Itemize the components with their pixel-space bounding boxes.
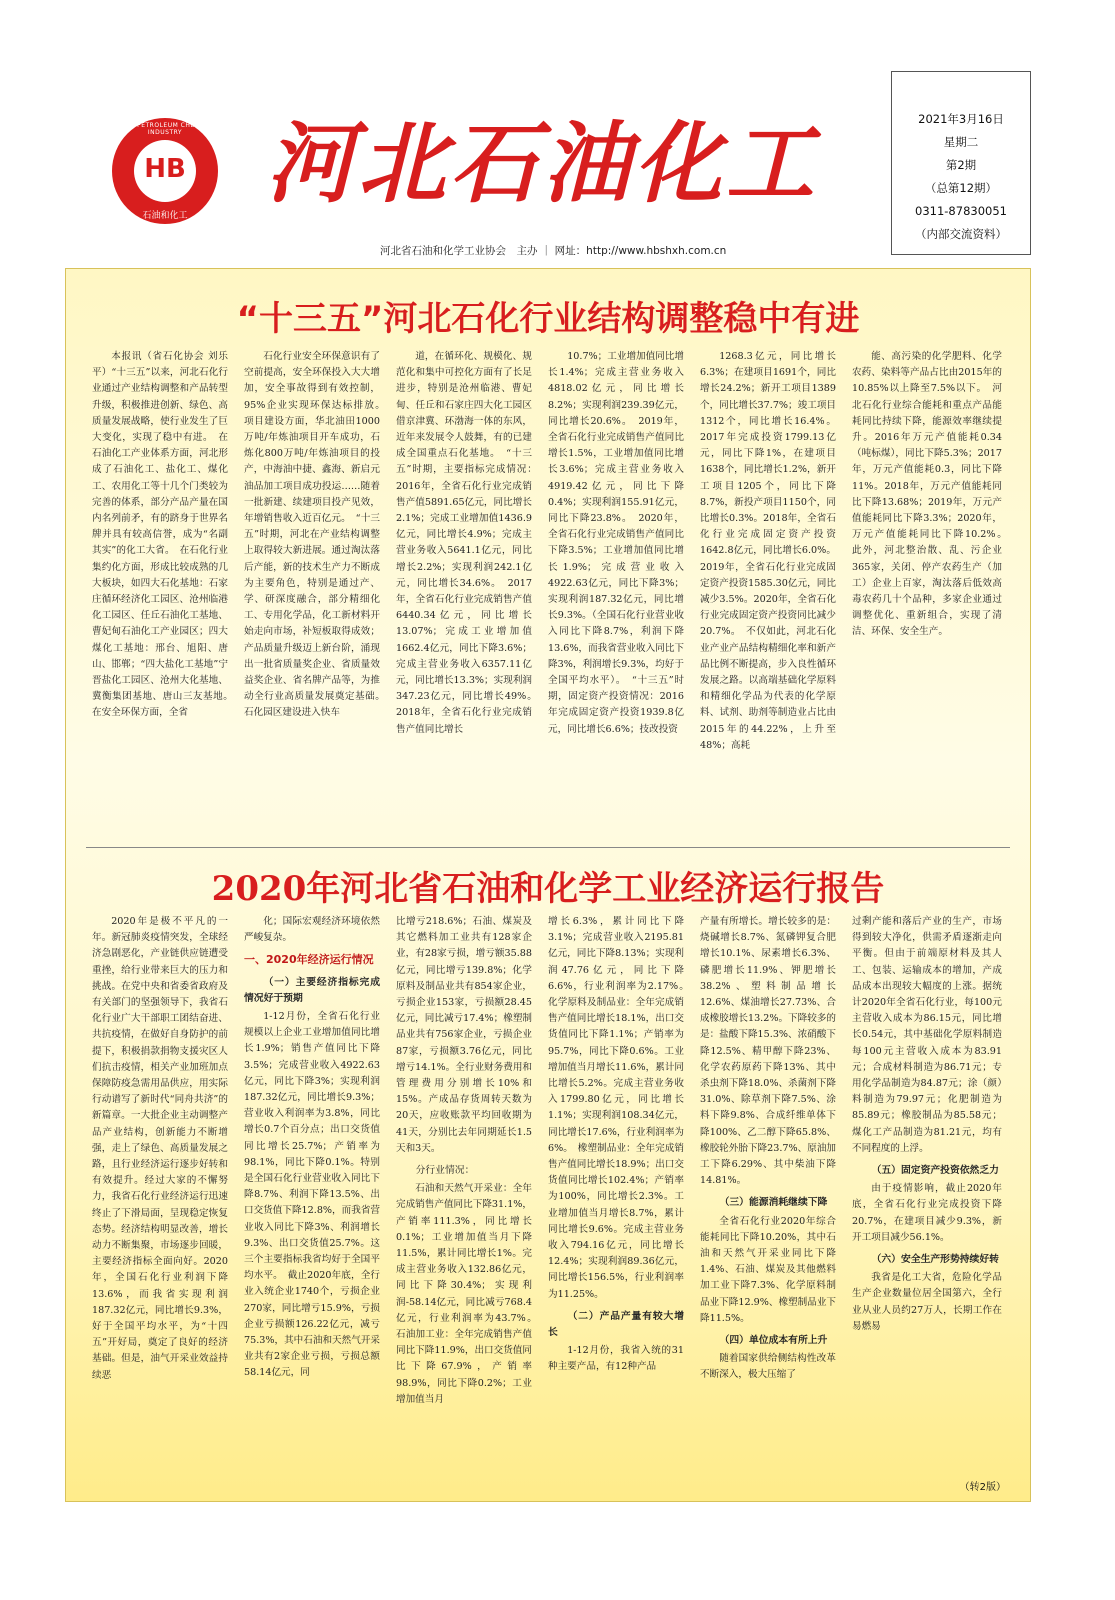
- issue-info-box: [891, 71, 1031, 255]
- logo-text: HB: [144, 154, 186, 184]
- newspaper-title: 河北石油化工: [266, 111, 819, 215]
- issue-phone: 0311-87830051: [915, 204, 1007, 218]
- article1-headline: “十三五”河北石化行业结构调整稳中有进: [236, 299, 860, 339]
- masthead: [0, 0, 1115, 270]
- subheading-3: （三）能源消耗继续下降: [719, 1197, 828, 1209]
- subheading-1: （一）主要经济指标完成情况好于预期: [244, 976, 380, 1004]
- logo-ring-en: HEBEI PETROLEUM CHEMICAL INDUSTRY: [114, 122, 216, 136]
- article2-column-2: 化；国际宏观经济环境依然严峻复杂。 一、2020年经济运行情况 （一）主要经济指标完成情况好于预期 1-12月份，全省石化行业规模以上企业工业增加值同比增长1.9%；销售产值同比下降3.5%；完成营业收入4922.63亿元，同比下降3%；实现利润187.32亿元，同比增长9.3%；营业收入利润率为3.8%，同比增长0.7个百分点；出口交货值同比增长25.7%；产销率为98.1%，同比下降0.1%。特别是全国石化行业营业收入同比下降8.7%、利润下降13.5%、出口交货值下降12.8%，而我省营业收入同比下降3%、利润增长9.3%、出口交货值25.7%。这三个主要指标我省均好于全国平均水平。 截止2020年底，全行业入统企业1740个，亏损企业270家，同比增亏15.9%，亏损企业亏损额126.22亿元，减亏75.3%，其中石油和天然气开采业共有2家企业亏损，亏损总额58.14亿元，同: [244, 916, 381, 1379]
- issue-note: （内部交流资料）: [915, 227, 1007, 241]
- issue-weekday: 星期二: [943, 135, 979, 149]
- hb-logo: [112, 118, 218, 224]
- article1-column-4: 10.7%；工业增加值同比增长1.4%；完成主营业务收入4818.02亿元，同比增长8.2%；实现利润239.39亿元，同比增长20.6%。 2019年，全省石化行业完成销售产值同比增长1.5%，工业增加值同比增长3.6%；完成主营业务收入4919.42亿元，同比下降0.4%；实现利润155.91亿元，同比下降23.8%。 2020年，全省石化行业完成销售产值同比下降3.5%；工业增加值同比增长1.9%；完成营业收入4922.63亿元，同比下降3%；实现利润187.32亿元，同比增长9.3%。（全国石化行业营业收入同比下降8.7%，利润下降13.6%，而我省营业收入同比下降3%，利润增长9.3%，均好于全国平均水平）。 “十三五”时期，固定资产投资情况：2016年完成固定资产投资1939.8亿元，同比增长6.6%；技改投资: [548, 351, 685, 735]
- continued-note: （转2版）: [959, 1482, 1006, 1493]
- article2-column-1: 2020年是极不平凡的一年。新冠肺炎疫情突发，全球经济急剧恶化，产业链供应链遭受重挫，给行业带来巨大的压力和挑战。在党中央和省委省政府及有关部门的坚强领导下，我省石化行业广大干部职工团结奋进、共抗疫情，在做好自身防护的前提下，积极捐款捐物支援灾区人们抗击疫情，相关产业加班加点保障防疫急需用品供应，用实际行动谱写了新时代“同舟共济”的新篇章。一大批企业主动调整产品产业结构，创新能力不断增强，走上了绿色、高质量发展之路，且行业经济运行逐步好转和有效提升。经过大家的不懈努力，我省石化行业经济运行迅速终止了下滑局面，呈现稳定恢复态势。经济结构明显改善，增长动力不断集聚，市场逐步回暖，主要经济指标全面向好。2020年，全国石化行业利润下降13.6%，而我省实现利润187.32亿元，同比增长9.3%，好于全国平均水平，为“十四五”开好局，奠定了良好的经济基础。但是，油气开采业效益持续恶: [92, 916, 228, 1381]
- article1-column-3: 道，在循环化、规模化、规范化和集中可控化方面有了长足进步，特别是沧州临港、曹妃甸、任丘和石家庄四大化工园区借京津冀、环渤海一体的东风，近年来发展令人鼓舞，有的已建成全国重点石化基地。 “十三五”时期，主要指标完成情况： 2016年，全省石化行业完成销售产值5891.65亿元，同比增长2.1%；完成工业增加值1436.9亿元，同比增长4.9%；完成主营业务收入5641.1亿元，同比增长2.2%；实现利润242.1亿元，同比增长34.6%。 2017年，全省石化行业完成销售产值6440.34亿元，同比增长13.07%；完成工业增加值1662.4亿元，同比下降3.6%；完成主营业务收入6357.11亿元，同比增长13.3%；实现利润347.23亿元，同比增长49%。 2018年，全省石化行业完成销售产值同比增长: [396, 351, 542, 735]
- article1-column-6: 能、高污染的化学肥料、化学农药、染料等产品占比由2015年的10.85%以上降至7.5%以下。 河北石化行业综合能耗和重点产品能耗同比持续下降，能源效率继续提升。2016年万元产值能耗0.34（吨标煤），同比下降5.3%；2017年，万元产值能耗0.3，同比下降11%。2018年，万元产值能耗同比下降13.68%；2019年，万元产值能耗同比下降3.3%；2020年，万元产值能耗同比下降10.2%。 此外，河北整治散、乱、污企业365家，关闭、停产农药生产（加工）企业上百家，淘汰落后低效高毒农药几十个品种，多家企业通过调整优化、重新组合，实现了清洁、环保、安全生产。: [852, 351, 1012, 638]
- issue-total: （总第12期）: [924, 181, 998, 195]
- article1-column-1: 本报讯（省石化协会 刘乐平）“十三五”以来，河北石化行业通过产业结构调整和产品转型升级，积极推进创新、绿色、高质量发展战略，使行业发生了巨大变化，实现了稳中有进。 在石油化工产业体系方面，河北形成了石油化工、盐化工、煤化工、农用化工等十几个门类较为完善的体系，部分产品产量在国内名列前矛，有的跻身于世界名牌并具有较高信誉，成为“名副其实”的化工大省。 在石化行业集约化方面，形成比较成熟的几大板块，如四大石化基地：石家庄循环经济化工园区、沧州临港化工园区、任丘石油化工基地、曹妃甸石油化工产业园区；四大煤化工基地：邢台、旭阳、唐山、邯郸；“四大盐化工基地”宁晋盐化工园区、沧州大化基地、冀衡集团基地、唐山三友基地。 在安全环保方面，全省: [92, 351, 238, 719]
- logo-ring-cn: 石油和化工: [142, 211, 188, 221]
- subheading-6: （六）安全生产形势持续好转: [871, 1254, 999, 1266]
- issue-number: 第2期: [945, 158, 977, 172]
- subheading-2: （二）产品产量有较大增长: [548, 1310, 684, 1339]
- article2-headline: 2020年河北省石油和化学工业经济运行报告: [211, 869, 885, 909]
- article1-column-2: 石化行业安全环保意识有了空前提高，安全环保投入大大增加，安全事故得到有效控制，95%企业实现环保达标排放。 项目建设方面，华北油田1000万吨/年炼油项目开车成功，石炼化800万吨/年炼油项目的投产，中海油中捷、鑫海、新启元油品加工项目成功投运……随着一批新建、续建项目投产见效，年增销售收入近百亿元。 “十三五”时期，河北在产业结构调整上取得较大新进展。通过淘汰落后产能，新的技术生产力不断成为主要角色，特别是通过产、学、研深度融合，部分精细化工、专用化学品，化工新材料开始走向市场，补短板取得成效；产品质量升级迈上新台阶，涌现出一批省质量奖企业、省质量效益奖企业、省名牌产品等，为推动全行业高质量发展奠定基础。 石化园区建设进入快车: [244, 351, 390, 719]
- article2-column-6: 过剩产能和落后产业的生产，市场得到较大净化，供需矛盾逐渐走向平衡。但由于前端原材料及其人工、包装、运输成本的增加，产成品成本出现较大幅度的上涨。据统计2020年全省石化行业，每100元主营收入成本为86.15元，同比增长0.54元，其中基础化学原料制造每100元主营收入成本为83.91元；合成材料制造为86.71元；专用化学品制造为84.87元；涂（颜）料制造为79.97元；化肥制造为85.89元；橡胶制品为85.58元；煤化工产品制造为81.21元，均有不同程度的上浮。 （五）固定资产投资依然乏力 由于疫情影响，截止2020年底，全省石化行业完成投资下降20.7%，在建项目减少9.3%，新开工项目减少56.1%。 （六）安全生产形势持续好转 我省是化工大省，危险化学品生产企业数量位居全国第六，全行业从业人员约27万人，长期工作在易燃易: [852, 916, 1002, 1332]
- article1-column-5: 1268.3亿元，同比增长6.3%；在建项目1691个，同比增长24.2%；新开工项目1389个，同比增长37.7%；竣工项目1312个，同比增长16.4%。2017年完成投资1799.13亿元，同比下降1%，在建项目1638个，同比增长1.2%，新开工项目1205个，同比下降8.7%，新投产项目1150个，同比增长0.3%。2018年，全省石化行业完成固定资产投资1642.8亿元，同比增长6.0%。2019年，全省石化行业完成固定资产投资1585.30亿元，同比减少3.5%。2020年，全省石化行业完成固定资产投资同比减少20.7%。 不仅如此，河北石化业产业产品结构精细化率和新产品比例不断提高，步入良性循环发展之路。以高端基础化学原料和精细化学品为代表的化学原料、试剂、助剂等制造业占比由2015年的44.22%，上升至48%；高耗: [700, 351, 837, 751]
- subheading-industry: 分行业情况：: [415, 1165, 475, 1177]
- article2-column-3: 比增亏218.6%；石油、煤炭及其它燃料加工业共有128家企业，有28家亏损，增亏额35.88亿元，同比增亏139.8%；化学原料及制品业共有854家企业，亏损企业153家，亏损额28.45亿元，同比减亏17.4%；橡塑制品业共有756家企业，亏损企业87家，亏损额3.76亿元，同比增亏14.1%。全行业财务费用和管理费用分别增长10%和15%。产成品存货周转天数为20天，应收账款平均回收期为41天，分别比去年同期延长1.5天和3天。 分行业情况： 石油和天然气开采业：全年完成销售产值同比下降31.1%，产销率111.3%，同比增长0.1%；工业增加值当月下降11.5%，累计同比增长1%。完成主营业务收入132.86亿元，同比下降30.4%；实现利润-58.14亿元，同比减亏768.4亿元，行业利润率为43.7%。 石油加工业：全年完成销售产值同比下降11.9%，出口交货值同比下降67.9%，产销率98.9%，同比下降0.2%；工业增加值当月: [396, 916, 542, 1405]
- article2-column-5: 产量有所增长。增长较多的是：烧碱增长8.7%、氮磷钾复合肥增长10.1%、尿素增长6.3%、磷肥增长11.9%、钾肥增长38.2%、塑料制品增长12.6%、煤油增长27.73%、合成橡胶增长13.2%。下降较多的是：盐酸下降15.3%、浓硝酸下降12.5%、精甲醇下降23%、化学农药原药下降13%、其中杀虫剂下降18.0%、杀菌剂下降31.0%、除草剂下降7.5%、涂料下降9.8%、合成纤维单体下降100%、乙二醇下降65.8%、橡胶轮外胎下降23.7%、原油加工下降6.29%、其中柴油下降14.81%。 （三）能源消耗继续下降 全省石化行业2020年综合能耗同比下降10.20%，其中石油和天然气开采业同比下降1.4%、石油、煤炭及其他燃料加工业下降7.3%、化学原料制品业下降12.9%、橡塑制品业下降11.5%。 （四）单位成本有所上升 随着国家供给侧结构性改革不断深入，极大压缩了: [700, 916, 837, 1381]
- section-heading-1: 一、2020年经济运行情况: [244, 953, 374, 967]
- front-page-panel: [65, 268, 1031, 1502]
- article2-column-4: 增长6.3%，累计同比下降3.1%；完成营业收入2195.81亿元，同比下降8.13%；实现利润47.76亿元，同比下降6.6%，行业利润率为2.17%。 化学原料及制品业：全年完成销售产值同比增长18.1%，出口交货值同比下降1.1%；产销率为95.7%，同比下降0.6%。工业增加值当月增长11.6%，累计同比增长5.2%。完成主营业务收入1799.80亿元，同比增长1.1%；实现利润108.34亿元，同比增长17.6%，行业利润率为6%。 橡塑制品业：全年完成销售产值同比增长18.9%；出口交货值同比增长102.4%；产销率为100%，同比增长2.3%。工业增加值当月增长8.7%，累计同比增长9.6%。完成主营业务收入794.16亿元，同比增长12.4%；实现利润89.36亿元，同比增长156.5%，行业利润率为11.25%。 （二）产品产量有较大增长 1-12月份，我省入统的31种主要产品，有12种产品: [548, 916, 694, 1373]
- subheading-4: （四）单位成本有所上升: [719, 1335, 828, 1347]
- sponsor-line: 河北省石油和化学工业协会 主办 ｜ 网址：http://www.hbshxh.com.cn: [380, 245, 727, 257]
- article-divider: [86, 847, 1010, 848]
- subheading-5: （五）固定资产投资依然乏力: [871, 1165, 999, 1177]
- issue-date: 2021年3月16日: [918, 112, 1004, 126]
